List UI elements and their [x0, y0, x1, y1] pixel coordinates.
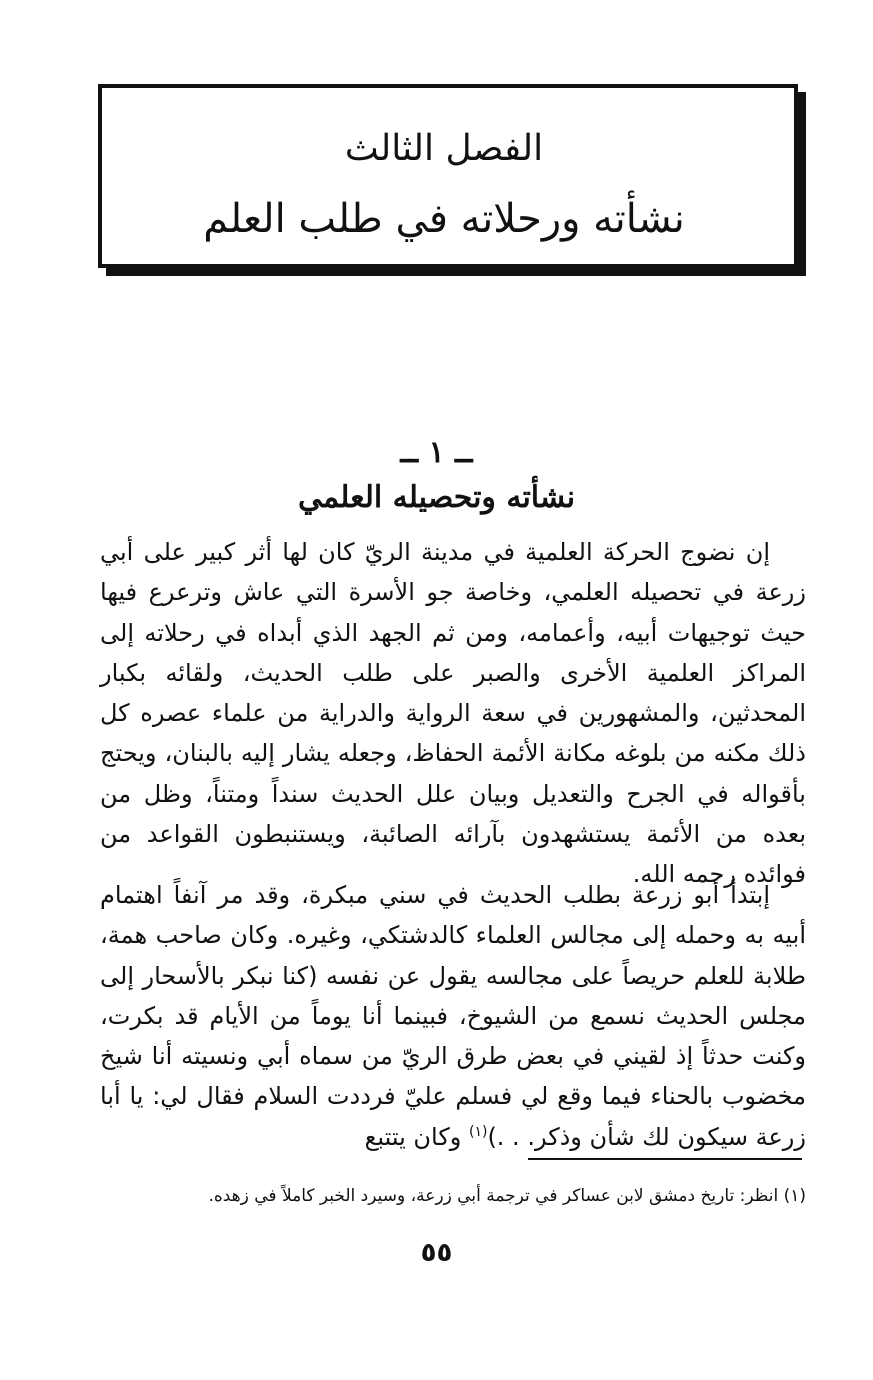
- paragraph-text: إبتدأ أبو زرعة بطلب الحديث في سني مبكرة، وقد مر آنفاً اهتمام أبيه به وحمله إلى مجالس العلماء كالدشتكي، وغيره. وكان صاحب همة، طلابة للعلم حريصاً على مجالسه يقول عن نفسه (كنا نبكر بالأسحار إلى مجلس الحديث نسمع من الشيوخ، فبينما أنا يوماً من الأيام قد بكرت، وكنت حدثاً إذ لقيني في بعض طرق الريّ من سماه أبي ونسيته أنا شيخ مخضوب بالحناء فيما وقع لي فسلم عليّ فرددت السلام فقال لي: يا أبا زرعة سيكون لك شأن وذكر. . .): [100, 881, 806, 1151]
- paragraph-tail: وكان يتتبع: [364, 1122, 469, 1151]
- page-number: ٥٥: [420, 1238, 453, 1268]
- chapter-subtitle: نشأته ورحلاته في طلب العلم: [203, 196, 685, 242]
- body-paragraph-2: [100, 875, 806, 1157]
- chapter-box-frame: [98, 84, 798, 268]
- footnote: (١) انظر: تاريخ دمشق لابن عساكر في ترجمة أبي زرعة، وسيرد الخبر كاملاً في زهده.: [208, 1186, 806, 1206]
- paragraph-text: إن نضوج الحركة العلمية في مدينة الريّ كان لها أثر كبير على أبي زرعة في تحصيله العلمي، وخاصة جو الأسرة التي عاش وترعرع فيها حيث توجيهات أبيه، وأعمامه، ومن ثم الجهد الذي أبداه في رحلاته إلى المراكز العلمية الأخرى والصبر على طلب الحديث، ولقائه بكبار المحدثين، والمشهورين في سعة الرواية والدراية من علماء عصره كل ذلك مكنه من بلوغه مكانة الأئمة الحفاظ، وجعله يشار إليه بالبنان، ويحتج بأقواله في الجرح والتعديل وبيان علل الحديث سنداً ومتناً، وظل من بعده من الأئمة يستشهدون بآرائه الصائبة، ويستنبطون القواعد من فوائده رحمه الله.: [100, 538, 806, 889]
- chapter-header-box: [98, 84, 806, 276]
- section-title: نشأته وتحصيله العلمي: [297, 480, 576, 515]
- footnote-divider: [528, 1158, 802, 1160]
- paragraph-container: [100, 875, 806, 1157]
- footnote-reference[interactable]: (١): [468, 1123, 488, 1140]
- section-number: ــ ١ ــ: [400, 435, 473, 470]
- body-paragraph-1: [100, 532, 806, 895]
- chapter-title: الفصل الثالث: [344, 128, 544, 169]
